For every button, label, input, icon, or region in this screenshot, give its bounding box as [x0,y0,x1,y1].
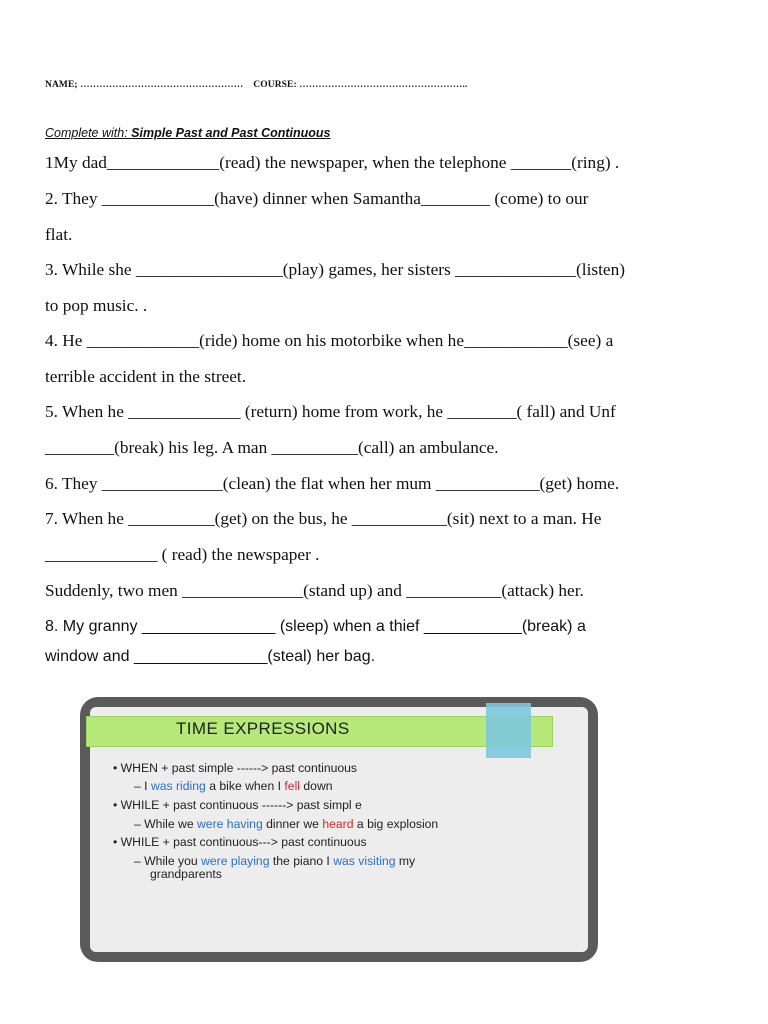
example-3: – While you were playing the piano I was visiting my [134,854,416,868]
exercise-line: to pop music. . [45,296,148,315]
exercise-line: 1My dad_____________(read) the newspaper, when the telephone _______(ring) . [45,153,620,172]
example-1: – I was riding a bike when I fell down [134,779,333,793]
exercise-4 [45,323,735,395]
exercise-line: 8. My granny _______________ (sleep) when a thief ___________(break) a [45,618,586,635]
exercise-5 [45,394,735,466]
example-3-continued: grandparents [150,867,222,881]
exercise-line: 2. They _____________(have) dinner when Samantha________ (come) to our [45,189,589,208]
rule-1: • WHEN + past simple ------> past continuous [113,761,358,775]
highlight-past-continuous: were playing [201,854,270,868]
exercise-3 [45,252,735,324]
exercise-line: _____________ ( read) the newspaper . [45,545,320,564]
exercise-line: 3. While she _________________(play) games, her sisters ______________(listen) [45,260,625,279]
exercise-line: Suddenly, two men ______________(stand up) and ___________(attack) her. [45,581,584,600]
rule-3: • WHILE + past continuous---> past continuous [113,835,367,849]
name-label: NAME; …………………………………………… [45,80,244,90]
highlight-past-continuous: was riding [150,779,206,793]
exercise-line: 5. When he _____________ (return) home from work, he ________( fall) and Unf [45,402,616,421]
exercise-line: 7. When he __________(get) on the bus, he ___________(sit) next to a man. He [45,509,602,528]
exercise-line: 4. He _____________(ride) home on his motorbike when he____________(see) a [45,331,614,350]
course-label: COURSE: …………………………………………….. [253,80,468,90]
name-course-header [45,80,467,90]
time-expressions-title: TIME EXPRESSIONS [176,719,350,738]
exercise-6 [45,466,735,502]
highlight-past-simple: heard [322,817,354,831]
instruction [45,126,331,140]
exercise-1 [45,145,735,181]
highlight-past-simple: fell [284,779,300,793]
exercise-8 [45,612,735,672]
instruction-prefix: Complete with: [45,126,132,140]
exercise-line: 6. They ______________(clean) the flat when her mum ____________(get) home. [45,474,620,493]
rule-2: • WHILE + past continuous ------> past simpl e [113,798,362,812]
decorative-tab [486,703,531,758]
instruction-emphasis: Simple Past and Past Continuous [131,126,331,140]
highlight-past-continuous: was visiting [333,854,396,868]
exercise-line: ________(break) his leg. A man __________(call) an ambulance. [45,438,499,457]
exercise-line: flat. [45,225,73,244]
exercise-line: terrible accident in the street. [45,367,247,386]
exercise-line: window and _______________(steal) her bag. [45,648,376,665]
highlight-past-continuous: were having [197,817,263,831]
exercise-2 [45,181,735,253]
example-2: – While we were having dinner we heard a big explosion [134,817,439,831]
exercise-7 [45,501,735,609]
